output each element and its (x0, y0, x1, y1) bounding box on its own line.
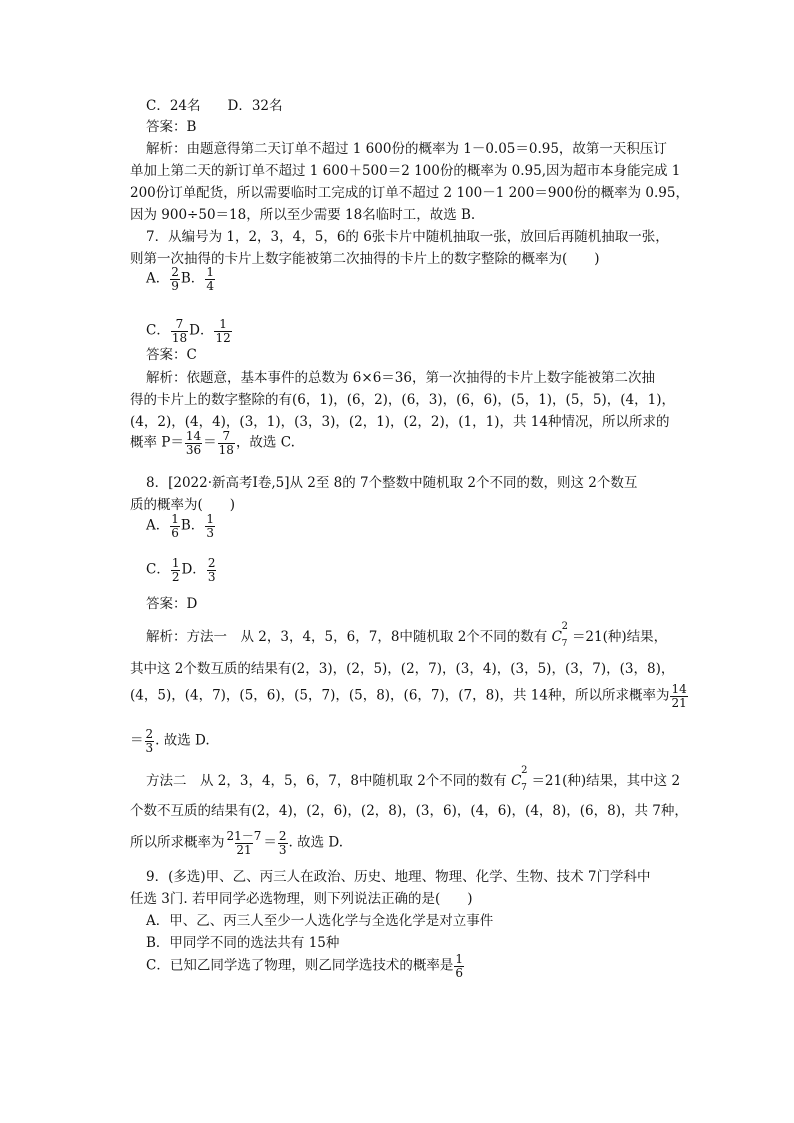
q7-analysis-line: 得的卡片上的数字整除的有(6，1)，(6，2)，(6，3)，(6，6)，(5，1)，(5，5)，(4，1)， (130, 392, 675, 408)
combination-symbol (511, 765, 528, 793)
combination-c: C (551, 629, 562, 645)
equals-sign: ＝ (263, 834, 277, 851)
q8-answer: 答案：D (146, 596, 198, 612)
q8-method1-text: 解析：方法一 从 2，3，4，5，6，7，8中随机取 2个不同的数有 (146, 629, 552, 645)
q8-method1-line: 其中这 2个数互质的结果有(2，3)，(2，5)，(2，7)，(3，4)，(3，5)，(3，7)，(3，8)， (130, 661, 675, 677)
q7-options-cd (146, 318, 233, 344)
fraction-denominator: 6 (455, 965, 463, 980)
q7-analysis-line: 解析：依题意，基本事件的总数为 6×6＝36，第一次抽得的卡片上数字能被第二次抽 (146, 370, 655, 386)
fraction-numerator: 1 (171, 512, 179, 526)
q7-option-c-label: C． (146, 322, 170, 339)
q8-option-c-fraction (171, 557, 181, 583)
q7-prob-suffix: ，故选 C. (235, 434, 295, 451)
q8-stem-line: 质的概率为( ) (130, 497, 236, 513)
q7-option-d-label: D． (189, 322, 214, 339)
fraction-numerator: 1 (219, 317, 227, 331)
q7-answer: 答案：C (146, 347, 197, 363)
combination-superscript: 2 (521, 765, 528, 776)
fraction-numerator: 1 (206, 265, 214, 279)
q8-option-a-fraction (170, 513, 180, 539)
fraction-denominator: 21 (236, 842, 252, 857)
q6-analysis-line: 因为 900÷50＝18，所以至少需要 18名临时工，故选 B. (130, 207, 476, 223)
q8-method1-text: ＝21(种)结果， (571, 629, 668, 645)
combination-superscript: 2 (561, 621, 568, 632)
q7-stem-line: 7．从编号为 1，2，3，4，5，6的 6张卡片中随机抽取一张，放回后再随机抽取一张， (146, 229, 669, 245)
fraction-numerator: 14 (671, 682, 687, 696)
fraction-denominator: 3 (278, 842, 287, 857)
q7-option-b-label: B． (180, 270, 205, 287)
q8-method2-line3 (130, 830, 343, 856)
q8-option-c-label: C． (146, 561, 170, 578)
q7-analysis-line: (4，2)，(4，4)，(3，1)，(3，3)，(2，1)，(2，2)，(1，1)，共 14种情况，所以所求的 (130, 414, 670, 430)
q9-option-c-fraction (454, 953, 464, 979)
fraction-denominator: 9 (171, 278, 179, 293)
fraction-numerator: 2 (145, 727, 154, 741)
q9-stem-line: 任选 3门. 若甲同学必选物理，则下列说法正确的是( ) (130, 891, 473, 907)
q8-options-ab (146, 513, 216, 539)
fraction-numerator: 2 (278, 829, 287, 843)
q7-option-a-fraction (170, 266, 180, 292)
q6-answer: 答案：B (146, 119, 197, 135)
q8-options-cd (146, 557, 217, 583)
fraction-numerator: 2 (171, 265, 179, 279)
q7-probability-line (130, 430, 295, 456)
fraction-denominator: 3 (207, 569, 216, 584)
q8-method1-fraction (670, 683, 687, 709)
q8-method1-line4 (130, 728, 210, 754)
q8-method1-text: (4，5)，(4，7)，(5，6)，(5，7)，(5，8)，(6，7)，(7，8)，共 14种，所以所求概率为 (130, 687, 670, 704)
q6-analysis-line: 解析：由题意得第二天订单不超过 1 600份的概率为 1－0.05＝0.95，故第一天积压订 (146, 141, 667, 157)
q8-method2-line1 (146, 765, 681, 793)
combination-subscript: 7 (521, 783, 527, 793)
q7-stem-line: 则第一次抽得的卡片上数字能被第二次抽得的卡片上的数字整除的概率为( ) (130, 251, 600, 267)
q8-option-d-fraction (207, 557, 217, 583)
fraction-denominator: 36 (185, 442, 202, 457)
q7-option-c-fraction (171, 318, 188, 344)
fraction-denominator: 3 (145, 740, 154, 755)
fraction-numerator: 2 (207, 556, 216, 570)
q6-options-cd: C．24名 D．32名 (146, 98, 283, 114)
q8-option-b-fraction (205, 513, 215, 539)
fraction-numerator: 14 (185, 429, 202, 443)
q7-option-d-fraction (214, 318, 231, 344)
q8-method2-line: 个数不互质的结果有(2，4)，(2，6)，(2，8)，(3，6)，(4，6)，(4，8)，(6，8)，共 7种， (130, 803, 688, 819)
q9-stem-line: 9．(多选)甲、乙、丙三人在政治、历史、地理、物理、化学、生物、技术 7门学科中 (146, 869, 651, 885)
q7-prob-fraction-simplified (218, 430, 235, 456)
fraction-denominator: 2 (171, 569, 180, 584)
q9-option-b: B．甲同学不同的选法共有 15种 (146, 935, 340, 951)
fraction-numerator: 1 (206, 512, 214, 526)
q8-method2-result-fraction (278, 830, 288, 856)
q8-option-b-label: B． (180, 517, 205, 534)
fraction-numerator: 1 (171, 556, 180, 570)
q8-option-d-label: D． (181, 561, 206, 578)
q8-method2-fraction (226, 830, 263, 856)
q9-option-c-text: C．已知乙同学选了物理，则乙同学选技术的概率是 (146, 957, 454, 974)
q8-method1-line1 (146, 621, 668, 649)
fraction-denominator: 6 (171, 525, 179, 540)
q8-method2-text: 所以所求概率为 (130, 834, 225, 851)
q8-method1-result-fraction (145, 728, 155, 754)
q7-options-ab (146, 266, 216, 292)
combination-symbol (551, 621, 568, 649)
q9-option-c (146, 953, 465, 979)
q8-stem-line: 8．[2022·新高考Ⅰ卷,5]从 2至 8的 7个整数中随机取 2个不同的数，则这 2个数互 (146, 475, 638, 491)
fraction-denominator: 18 (218, 442, 234, 457)
fraction-denominator: 12 (215, 330, 231, 345)
fraction-denominator: 21 (671, 695, 687, 710)
q7-option-b-fraction (205, 266, 215, 292)
fraction-denominator: 18 (171, 330, 188, 345)
q6-analysis-line: 200份订单配货，所以需要临时工完成的订单不超过 2 100－1 200＝900份的概率为 0.95， (130, 185, 689, 201)
combination-c: C (511, 773, 522, 789)
equals-sign: ＝ (203, 434, 217, 451)
fraction-numerator: 7 (222, 429, 231, 443)
fraction-denominator: 4 (206, 278, 214, 293)
q8-method2-text: . 故选 D. (288, 834, 344, 851)
q7-prob-prefix: 概率 P＝ (130, 434, 184, 451)
q8-option-a-label: A． (146, 517, 170, 534)
q8-method1-text: . 故选 D. (155, 732, 210, 749)
q8-method2-text: 方法二 从 2，3，4，5，6，7，8中随机取 2个不同的数有 (146, 773, 512, 789)
fraction-numerator: 1 (455, 952, 463, 966)
equals-sign: ＝ (130, 732, 144, 749)
q8-method2-text: ＝21(种)结果，其中这 2 (531, 773, 681, 789)
q7-option-a-label: A． (146, 270, 170, 287)
q8-method1-line3 (130, 683, 689, 709)
fraction-numerator: 21－7 (226, 829, 262, 843)
fraction-denominator: 3 (206, 525, 214, 540)
combination-subscript: 7 (561, 639, 568, 649)
fraction-numerator: 7 (175, 317, 184, 331)
q6-analysis-line: 单加上第二天的新订单不超过 1 600＋500＝2 100份的概率为 0.95,因为超市本身能完成 1 (130, 163, 681, 179)
q9-option-a: A．甲、乙、丙三人至少一人选化学与全选化学是对立事件 (146, 913, 494, 929)
q7-prob-fraction (185, 430, 202, 456)
